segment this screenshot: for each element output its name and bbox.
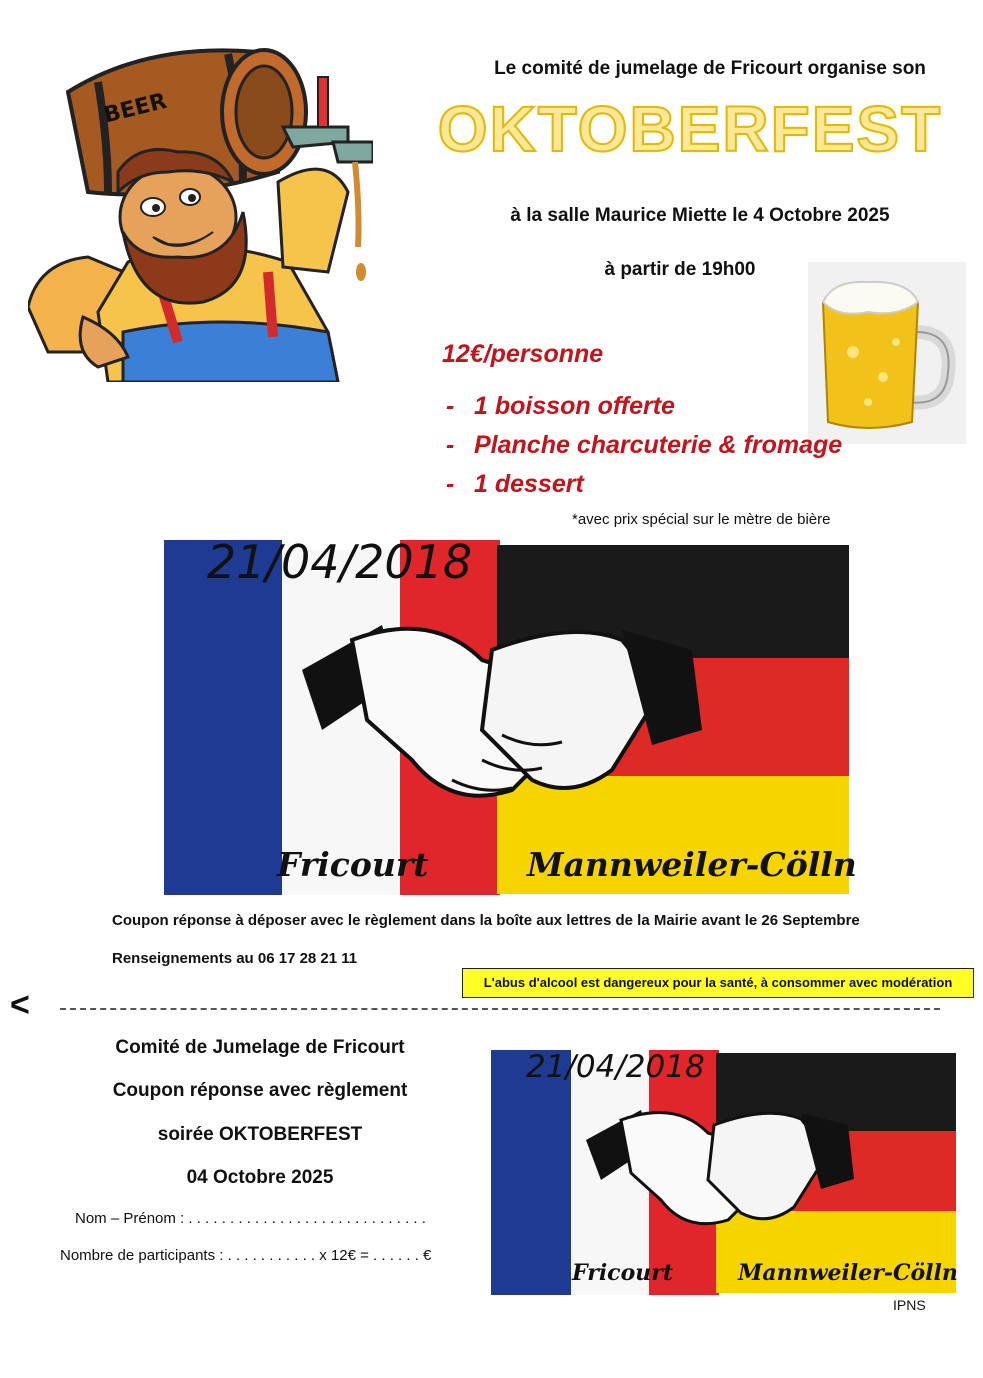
menu-item-platter: Planche charcuterie & fromage bbox=[474, 431, 843, 459]
town-de: Mannweiler-Cölln bbox=[738, 1260, 958, 1286]
bullet-dash: - bbox=[446, 470, 455, 498]
cut-line bbox=[60, 1008, 940, 1010]
scissors-icon: < bbox=[10, 986, 30, 1024]
name-field[interactable]: Nom – Prénom : . . . . . . . . . . . . . . . . . . . . . . . . . . . . . bbox=[75, 1210, 426, 1227]
town-de: Mannweiler-Cölln bbox=[527, 845, 857, 884]
time-text: à partir de 19h00 bbox=[604, 259, 756, 280]
intro-text: Le comité de jumelage de Fricourt organise son bbox=[494, 58, 926, 79]
price-text: 12€/personne bbox=[442, 340, 604, 368]
twinning-date: 21/04/2018 bbox=[207, 535, 473, 589]
event-title: OKTOBERFEST bbox=[437, 93, 943, 165]
bullet-dash: - bbox=[446, 392, 455, 420]
bullet-dash: - bbox=[446, 431, 455, 459]
form-date: 04 Octobre 2025 bbox=[186, 1167, 334, 1188]
barrel-label: BEER bbox=[101, 88, 170, 129]
alcohol-warning: L'abus d'alcool est dangereux pour la santé, à consommer avec modération bbox=[462, 968, 974, 998]
twinning-graphic-small bbox=[486, 1045, 961, 1300]
twinning-date: 21/04/2018 bbox=[526, 1049, 705, 1085]
town-fr: Fricourt bbox=[572, 1260, 673, 1286]
beer-barrel-man-illustration bbox=[28, 32, 373, 382]
twinning-graphic bbox=[152, 530, 857, 900]
price-note: *avec prix spécial sur le mètre de bière bbox=[572, 511, 831, 528]
flag-fr-blue bbox=[491, 1050, 571, 1295]
participants-field[interactable]: Nombre de participants : . . . . . . . . . . . x 12€ = . . . . . . € bbox=[60, 1247, 432, 1264]
venue-text: à la salle Maurice Miette le 4 Octobre 2025 bbox=[510, 205, 890, 226]
form-org: Comité de Jumelage de Fricourt bbox=[115, 1037, 405, 1058]
town-fr: Fricourt bbox=[277, 845, 429, 884]
coupon-instructions: Coupon réponse à déposer avec le règlement dans la boîte aux lettres de la Mairie avant le 26 Septembre bbox=[112, 912, 860, 929]
ipns-footer: IPNS bbox=[893, 1297, 926, 1313]
menu-item-drink: 1 boisson offerte bbox=[474, 392, 675, 420]
beer-mug-icon bbox=[808, 262, 966, 444]
form-subtitle: Coupon réponse avec règlement bbox=[112, 1080, 408, 1101]
menu-item-dessert: 1 dessert bbox=[474, 470, 584, 498]
contact-text: Renseignements au 06 17 28 21 11 bbox=[112, 950, 358, 967]
form-event: soirée OKTOBERFEST bbox=[157, 1124, 363, 1145]
flag-fr-blue bbox=[164, 540, 282, 895]
